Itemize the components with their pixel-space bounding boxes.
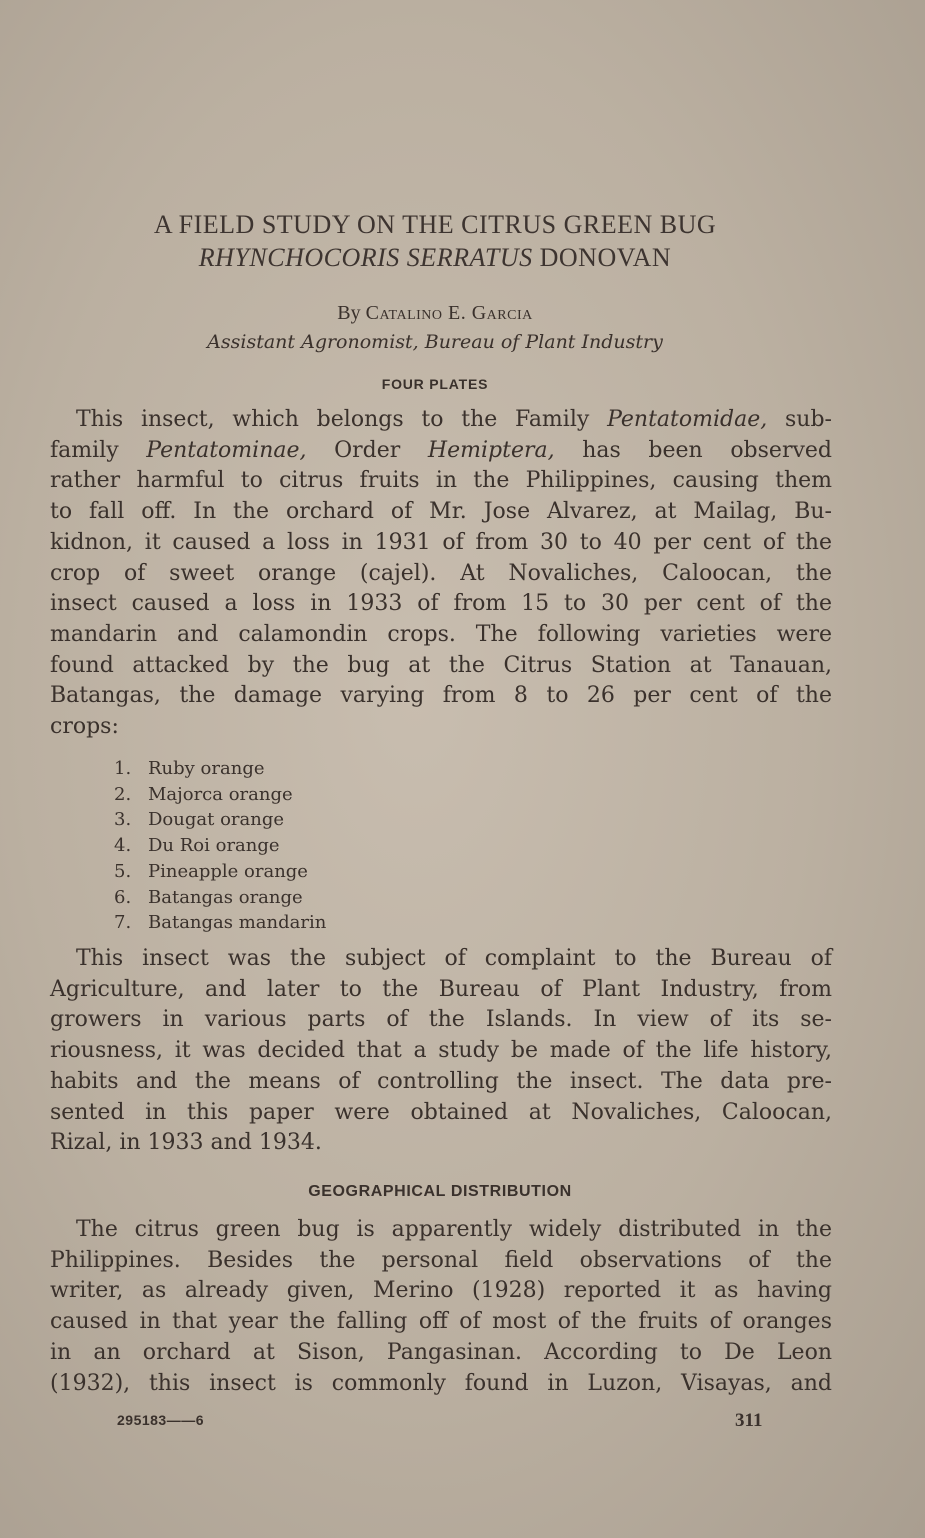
text-line: writer, as already given, Merino (1928) reported it as having [50, 1278, 832, 1304]
text-line: to fall off. In the orchard of Mr. Jose Alvarez, at Mailag, Bu- [50, 499, 832, 525]
text-line: riousness, it was decided that a study be made of the life history, [50, 1038, 832, 1064]
text-line: insect caused a loss in 1933 of from 15 to 30 per cent of the [50, 591, 832, 617]
list-item: 4. Du Roi orange [114, 835, 280, 857]
text-line: family Pentatominae, Order Hemiptera, has been observed [50, 437, 833, 463]
text-line: Batangas, the damage varying from 8 to 26 per cent of the [50, 683, 832, 709]
text-line: rather harmful to citrus fruits in the Philippines, causing them [50, 468, 832, 494]
paper-title-line-2 [0, 243, 870, 273]
list-item: 7. Batangas mandarin [114, 912, 327, 934]
list-item: 2. Majorca orange [114, 783, 293, 805]
text-line: mandarin and calamondin crops. The following varieties were [50, 621, 832, 647]
paper-title-line-1: A FIELD STUDY ON THE CITRUS GREEN BUG [153, 210, 717, 239]
text-line: sented in this paper were obtained at Novaliches, Caloocan, [50, 1099, 832, 1125]
text-line: This insect, which belongs to the Family Pentatomidae, sub- [76, 407, 832, 432]
section-heading: GEOGRAPHICAL DISTRIBUTION [308, 1183, 572, 1200]
author-affiliation: Assistant Agronomist, Bureau of Plant Industry [207, 331, 663, 353]
distribution-paragraph [50, 1215, 832, 1399]
author-name: Catalino E. Garcia [365, 302, 533, 324]
text-line: crop of sweet orange (cajel). At Novaliches, Caloocan, the [50, 560, 832, 586]
plates-note: FOUR PLATES [381, 376, 489, 392]
text-line: habits and the means of controlling the insect. The data pre- [50, 1068, 832, 1094]
text-line: This insect was the subject of complaint to the Bureau of [76, 946, 832, 971]
print-code: 295183——6 [117, 1412, 205, 1428]
list-item: 3. Dougat orange [114, 809, 285, 831]
list-item: 6. Batangas orange [114, 886, 303, 908]
list-item: 5. Pineapple orange [114, 860, 308, 882]
text-line: Agriculture, and later to the Bureau of Plant Industry, from [50, 976, 832, 1002]
varieties-list [110, 756, 326, 936]
page-number: 311 [735, 1410, 763, 1431]
text-line: (1932), this insect is commonly found in Luzon, Visayas, and [50, 1370, 832, 1396]
text-line: growers in various parts of the Islands. In view of its se- [50, 1007, 832, 1033]
text-line: in an orchard at Sison, Pangasinan. According to De Leon [50, 1339, 832, 1365]
text-line: Rizal, in 1933 and 1934. [50, 1130, 322, 1156]
species-name: RHYNCHOCORIS SERRATUS [198, 243, 533, 272]
byline [0, 302, 870, 325]
text-line: kidnon, it caused a loss in 1931 of from 30 to 40 per cent of the [50, 529, 832, 555]
intro-paragraph [50, 405, 832, 743]
species-author: DONOVAN [539, 243, 672, 272]
text-line: found attacked by the bug at the Citrus Station at Tanauan, [50, 652, 832, 678]
list-item: 1. Ruby orange [114, 758, 265, 779]
text-line: Philippines. Besides the personal field observations of the [50, 1247, 832, 1273]
text-line: The citrus green bug is apparently widely distributed in the [76, 1217, 832, 1242]
text-line: caused in that year the falling off of most of the fruits of oranges [50, 1309, 832, 1335]
complaint-paragraph [50, 944, 832, 1159]
byline-prefix: By [337, 302, 361, 324]
text-line: crops: [50, 714, 119, 740]
